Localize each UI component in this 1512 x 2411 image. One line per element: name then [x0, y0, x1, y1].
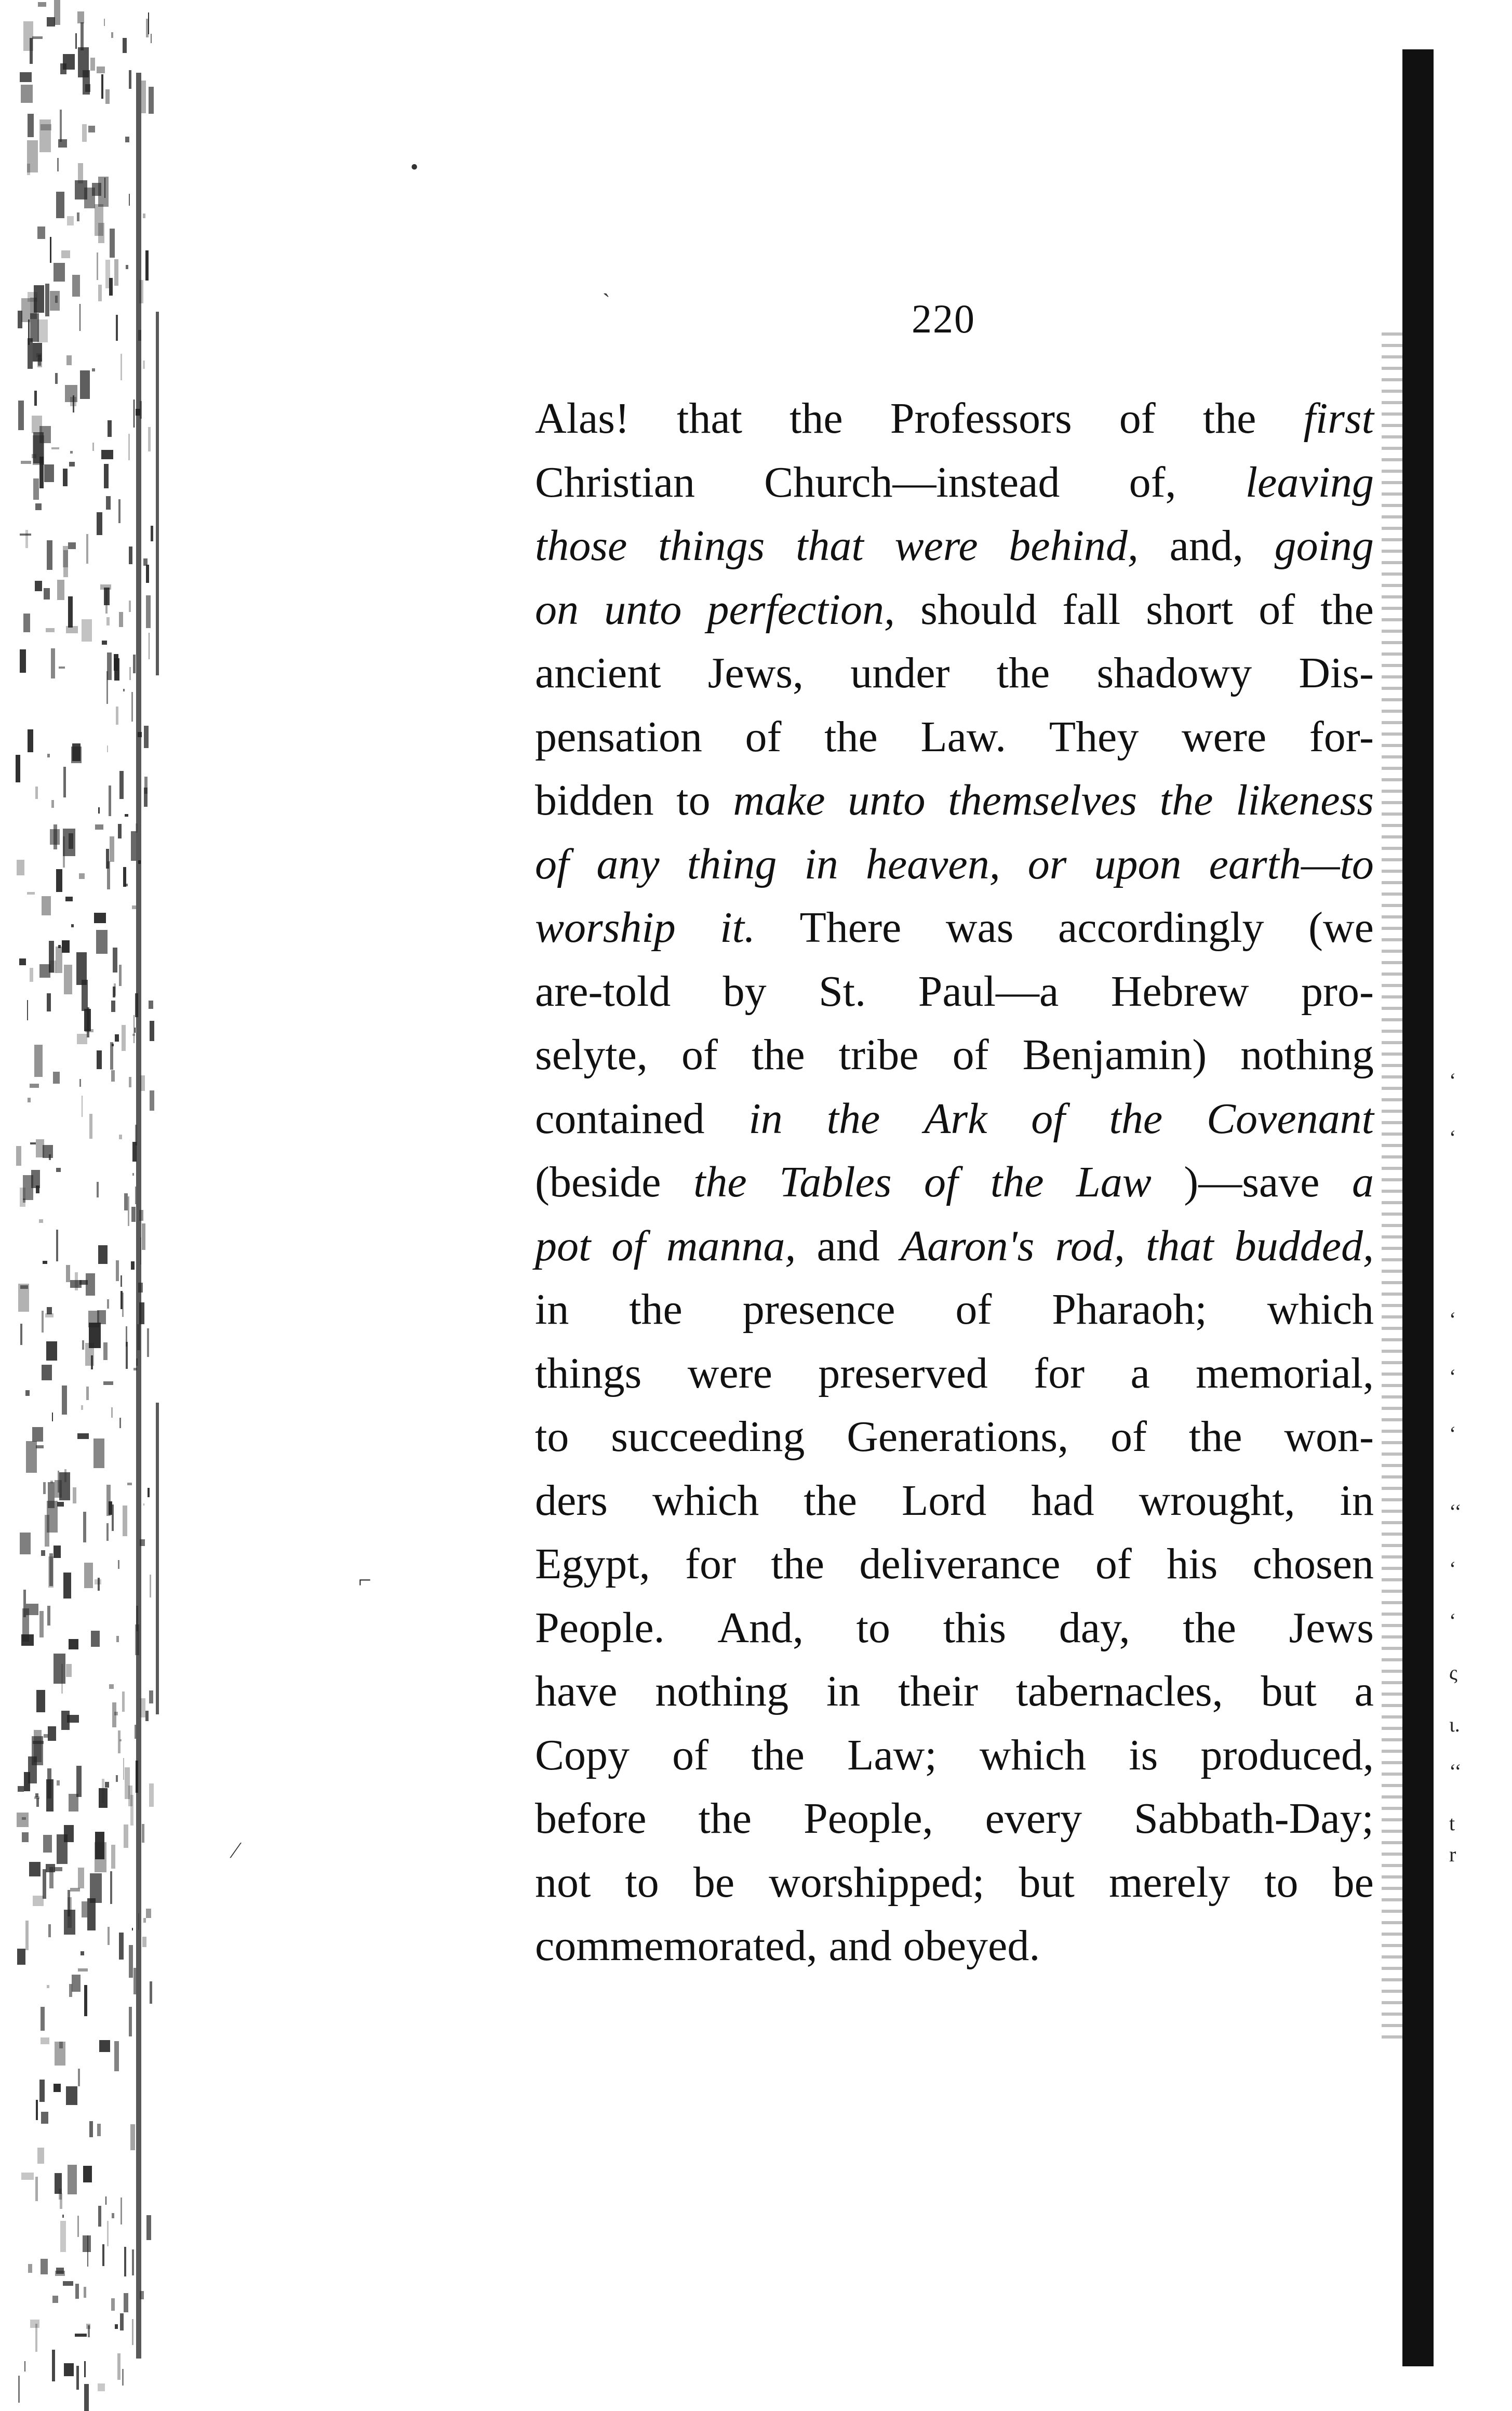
italic-word: that: [1145, 1221, 1214, 1270]
word: the: [1202, 394, 1256, 443]
text-line: [535, 1342, 1374, 1406]
text-line: [535, 1596, 1374, 1660]
italic-word: Tables: [779, 1158, 892, 1206]
word: Professors: [890, 394, 1072, 443]
text-line: [535, 769, 1374, 833]
word: a: [1354, 1667, 1374, 1715]
word: of: [1119, 394, 1156, 443]
word: be: [693, 1858, 735, 1907]
word: were: [687, 1349, 772, 1397]
word: selyte,: [535, 1031, 648, 1079]
word: which: [979, 1730, 1087, 1779]
word: have: [535, 1667, 618, 1715]
word: succeeding: [611, 1413, 805, 1461]
word: to: [625, 1858, 659, 1907]
word: Benjamin): [1022, 1031, 1207, 1079]
word: the: [629, 1285, 683, 1334]
word: obeyed.: [903, 1922, 1040, 1970]
text-line: [535, 1215, 1374, 1278]
word: Law;: [847, 1730, 937, 1779]
word: )—save: [1184, 1158, 1320, 1206]
italic-word: any: [596, 840, 660, 888]
word: the: [824, 712, 878, 761]
word: chosen: [1252, 1540, 1374, 1588]
page-edge-bar: [1402, 49, 1434, 2366]
italic-word: of: [535, 840, 569, 888]
margin-mark: ‘‘: [1449, 1500, 1462, 1523]
word: and: [828, 1922, 892, 1970]
italic-word: leaving: [1245, 458, 1374, 507]
italic-word: Ark: [924, 1094, 987, 1143]
text-line: [535, 387, 1374, 451]
word: Law.: [920, 712, 1007, 761]
word: Egypt,: [535, 1540, 650, 1588]
word: the: [771, 1540, 825, 1588]
word: of: [1095, 1540, 1132, 1588]
word: Generations,: [847, 1413, 1069, 1461]
text-line: [535, 1533, 1374, 1596]
word: every: [985, 1794, 1082, 1843]
margin-mark: r: [1449, 1843, 1456, 1866]
italic-word: thing: [687, 840, 777, 888]
word: fall: [1062, 585, 1121, 634]
italic-word: of: [1031, 1094, 1065, 1143]
word: the: [804, 1476, 857, 1525]
italic-word: the: [1109, 1094, 1163, 1143]
italic-word: Covenant: [1207, 1094, 1374, 1143]
word: ancient: [535, 649, 661, 697]
italic-word: on: [535, 585, 579, 634]
italic-word: likeness: [1236, 776, 1374, 824]
word: to: [1264, 1858, 1299, 1907]
word: worshipped;: [769, 1858, 985, 1907]
word: should: [920, 585, 1037, 634]
word: and,: [1169, 522, 1243, 570]
scanned-gutter-shadow: [0, 0, 171, 2409]
text-line: [535, 578, 1374, 642]
text-line: [535, 1023, 1374, 1087]
italic-word: or: [1027, 840, 1067, 888]
italic-word: heaven,: [865, 840, 1000, 888]
word: short: [1146, 585, 1234, 634]
word: but: [1261, 1667, 1317, 1715]
word: day,: [1059, 1603, 1130, 1652]
italic-word: in: [804, 840, 838, 888]
italic-word: upon: [1094, 840, 1182, 888]
margin-mark: ‘: [1449, 1069, 1456, 1092]
word: the: [996, 649, 1050, 697]
text-line: [535, 451, 1374, 515]
word: to: [535, 1413, 569, 1461]
margin-mark: ‘: [1449, 1126, 1456, 1149]
word: their: [898, 1667, 979, 1715]
word: St.: [819, 967, 866, 1016]
word: which: [1267, 1285, 1374, 1334]
word: commemorated,: [535, 1922, 818, 1970]
italic-word: it.: [720, 903, 755, 952]
word: memorial,: [1196, 1349, 1374, 1397]
word: People,: [804, 1794, 933, 1843]
word: under: [850, 649, 950, 697]
word: of: [745, 712, 782, 761]
word: Jews: [1289, 1603, 1374, 1652]
word: produced,: [1200, 1730, 1374, 1779]
margin-mark: ‘: [1449, 1422, 1456, 1445]
word: And,: [717, 1603, 804, 1652]
margin-mark: ‘: [1449, 1609, 1456, 1632]
word: Sabbath-Day;: [1134, 1794, 1374, 1843]
stray-mark: ⌐: [358, 1567, 371, 1593]
word: wrought,: [1139, 1476, 1295, 1525]
italic-word: the: [693, 1158, 747, 1206]
page-number: 220: [912, 296, 975, 341]
word: the: [698, 1794, 752, 1843]
word: Paul—a: [918, 967, 1059, 1016]
margin-mark: ‘: [1449, 1557, 1456, 1580]
word: had: [1031, 1476, 1094, 1525]
page-edge-fringe: [1382, 332, 1402, 2047]
word: were: [1181, 712, 1267, 761]
word: merely: [1108, 1858, 1230, 1907]
italic-word: worship: [535, 903, 676, 952]
italic-word: Law: [1076, 1158, 1152, 1206]
italic-word: earth—to: [1209, 840, 1374, 888]
italic-word: the: [1159, 776, 1213, 824]
word: Pharaoh;: [1052, 1285, 1207, 1334]
word: contained: [535, 1094, 705, 1143]
word: Copy: [535, 1730, 630, 1779]
word: won-: [1284, 1413, 1374, 1461]
stray-mark: ˋ: [603, 289, 610, 315]
word: of: [1110, 1413, 1147, 1461]
word: to: [676, 776, 711, 824]
italic-word: things: [658, 522, 765, 570]
italic-word: unto: [848, 776, 926, 824]
word: There: [799, 903, 902, 952]
italic-word: make: [733, 776, 825, 824]
italic-word: first: [1303, 394, 1374, 443]
word: before: [535, 1794, 647, 1843]
word: not: [535, 1858, 591, 1907]
italic-word: of: [924, 1158, 958, 1206]
text-line: [535, 1469, 1374, 1533]
word: nothing: [655, 1667, 789, 1715]
word: Jews,: [707, 649, 804, 697]
word: in: [535, 1285, 569, 1334]
word: Church—instead: [764, 458, 1060, 507]
word: pensation: [535, 712, 702, 761]
word: Lord: [901, 1476, 987, 1525]
word: nothing: [1240, 1031, 1374, 1079]
italic-word: themselves: [948, 776, 1138, 824]
word: things: [535, 1349, 642, 1397]
italic-word: in: [748, 1094, 783, 1143]
word: for-: [1309, 712, 1374, 761]
word: the: [751, 1730, 805, 1779]
word: which: [652, 1476, 759, 1525]
word: in: [1340, 1476, 1374, 1525]
word: (we: [1308, 903, 1374, 952]
margin-mark: ι.: [1449, 1713, 1460, 1736]
word: his: [1167, 1540, 1218, 1588]
margin-mark: ‘‘: [1449, 1760, 1462, 1783]
italic-word: the: [990, 1158, 1044, 1206]
word: the: [751, 1031, 805, 1079]
italic-word: a: [1352, 1158, 1374, 1206]
word: of: [952, 1031, 989, 1079]
word: tribe: [838, 1031, 919, 1079]
word: by: [722, 967, 767, 1016]
text-line: [535, 1851, 1374, 1915]
italic-word: Aaron's: [900, 1221, 1035, 1270]
italic-word: unto: [604, 585, 682, 634]
text-line: [535, 833, 1374, 897]
word: They: [1049, 712, 1139, 761]
text-line: [535, 642, 1374, 705]
word: Dis-: [1299, 649, 1374, 697]
word: shadowy: [1096, 649, 1252, 697]
stray-mark: •: [410, 154, 419, 180]
margin-mark: ‘: [1449, 1365, 1456, 1388]
italic-word: the: [826, 1094, 880, 1143]
word: of,: [1129, 458, 1176, 507]
word: of: [1259, 585, 1295, 634]
italic-word: that: [796, 522, 864, 570]
word: accordingly: [1058, 903, 1264, 952]
italic-word: perfection,: [707, 585, 895, 634]
italic-word: of: [611, 1221, 646, 1270]
word: in: [826, 1667, 861, 1715]
text-line: [535, 1914, 1374, 1978]
word: is: [1129, 1730, 1158, 1779]
word: are-told: [535, 967, 671, 1016]
word: to: [856, 1603, 891, 1652]
italic-word: behind,: [1009, 522, 1139, 570]
word: Alas!: [535, 394, 630, 443]
italic-word: rod,: [1055, 1221, 1125, 1270]
word: deliverance: [859, 1540, 1061, 1588]
word: People.: [535, 1603, 665, 1652]
word: preserved: [818, 1349, 988, 1397]
word: Hebrew: [1110, 967, 1249, 1016]
word: that: [677, 394, 742, 443]
word: presence: [742, 1285, 895, 1334]
word: and: [817, 1221, 880, 1270]
word: bidden: [535, 776, 654, 824]
word: tabernacles,: [1015, 1667, 1223, 1715]
word: was: [945, 903, 1014, 952]
word: a: [1130, 1349, 1150, 1397]
margin-mark: t: [1449, 1811, 1455, 1835]
italic-word: budded,: [1234, 1221, 1374, 1270]
margin-mark: ς: [1449, 1661, 1457, 1684]
word: for: [1034, 1349, 1085, 1397]
text-line: [535, 514, 1374, 578]
word: ders: [535, 1476, 608, 1525]
text-line: [535, 1278, 1374, 1342]
facing-page-bleedthrough: [1449, 1069, 1491, 1866]
margin-mark: ‘: [1449, 1308, 1456, 1331]
word: the: [1320, 585, 1374, 634]
word: be: [1332, 1858, 1374, 1907]
word: for: [685, 1540, 736, 1588]
word: the: [1188, 1413, 1242, 1461]
text-line: [535, 1787, 1374, 1851]
word: pro-: [1301, 967, 1374, 1016]
text-line: [535, 960, 1374, 1024]
text-line: [535, 1087, 1374, 1151]
word: but: [1019, 1858, 1075, 1907]
text-line: [535, 1660, 1374, 1724]
word: the: [1183, 1603, 1236, 1652]
text-line: [535, 705, 1374, 769]
word: of: [955, 1285, 992, 1334]
text-line: [535, 1151, 1374, 1215]
word: the: [790, 394, 843, 443]
word: Christian: [535, 458, 695, 507]
text-line: [535, 1724, 1374, 1788]
word: of: [672, 1730, 709, 1779]
italic-word: going: [1274, 522, 1374, 570]
italic-word: pot: [535, 1221, 591, 1270]
word: this: [943, 1603, 1007, 1652]
word: (beside: [535, 1158, 661, 1206]
italic-word: those: [535, 522, 627, 570]
text-line: [535, 896, 1374, 960]
body-text: [535, 387, 1374, 1978]
italic-word: manna,: [666, 1221, 796, 1270]
word: of: [681, 1031, 718, 1079]
text-line: [535, 1405, 1374, 1469]
italic-word: were: [894, 522, 978, 570]
stray-mark: ⁄: [234, 1837, 238, 1863]
